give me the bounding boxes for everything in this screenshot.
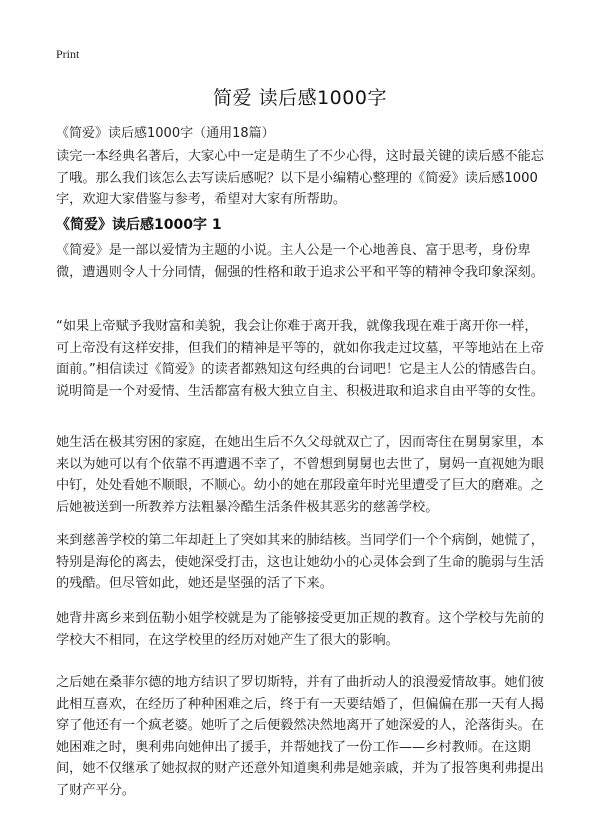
body-paragraph-6: 之后她在桑菲尔德的地方结识了罗切斯特，并有了曲折动人的浪漫爱情故事。她们彼此相互喜欢，在经历了种种困难之后，终于有一天要结婚了，但偏偏在那一天有人揭穿了他还有一个疯老婆。她听了之后便毅然决然地离开了她深爱的人，沦落街头。在她困难之时，奥利弗向她伸出了援手，并帮她找了一份工作——乡村教师。在这期间，她不仅继承了她叔叔的财产还意外知道奥利弗是她亲戚，并为了报答奥利弗提出了财产平分。 bbox=[56, 675, 544, 798]
body-paragraph-2: “如果上帝赋予我财富和美貌，我会让你难于离开我，就像我现在难于离开你一样，可上帝没有这样安排，但我们的精神是平等的，就如你我走过坟墓，平等地站在上帝面前。”相信读过《简爱》的读者都熟知这句经典的台词吧！它是主人公的情感告白。说明简是一个对爱情、生活都富有极大独立自主、积极进取和追求自由平等的女性。 bbox=[56, 319, 545, 399]
body-paragraph-5: 她背井离乡来到伍勒小姐学校就是为了能够接受更加正规的教育。这个学校与先前的学校大不相同，在这学校里的经历对她产生了很大的影响。 bbox=[56, 611, 544, 648]
section-heading: 《简爱》读后感1000字 1 bbox=[56, 217, 222, 233]
print-label: Print bbox=[56, 47, 80, 61]
body-paragraph-4: 来到慈善学校的第二年却赶上了突如其来的肺结核。当同学们一个个病倒，她慌了，特别是海伦的离去，使她深受打击，这也让她幼小的心灵体会到了生命的脆弱与生活的残酷。但尽管如此，她还是坚强的活了下来。 bbox=[56, 533, 544, 591]
body-paragraph-3: 她生活在极其穷困的家庭，在她出生后不久父母就双亡了，因而寄住在舅舅家里，本来以为她可以有个依靠不再遭遇不幸了，不曾想到舅舅也去世了，舅妈一直视她为眼中钉，处处看她不顺眼，不顺心。幼小的她在那段童年时光里遭受了巨大的磨难。之后她被送到一所教养方法粗暴冷酷生活条件极其恶劣的慈善学校。 bbox=[56, 435, 544, 515]
page-title: 简爱 读后感1000字 bbox=[213, 87, 387, 109]
intro-paragraph: 读完一本经典名著后，大家心中一定是萌生了不少心得，这时最关键的读后感不能忘了哦。那么我们该怎么去写读后感呢？以下是小编精心整理的《简爱》读后感1000字，欢迎大家借鉴与参考，希望对大家有所帮助。 bbox=[56, 149, 544, 207]
document-subtitle: 《简爱》读后感1000字（通用18篇） bbox=[56, 126, 275, 141]
body-paragraph-1: 《简爱》是一部以爱情为主题的小说。主人公是一个心地善良、富于思考，身份卑微，遭遇则令人十分同情，倔强的性格和敢于追求公平和平等的精神令我印象深刻。 bbox=[56, 243, 544, 280]
